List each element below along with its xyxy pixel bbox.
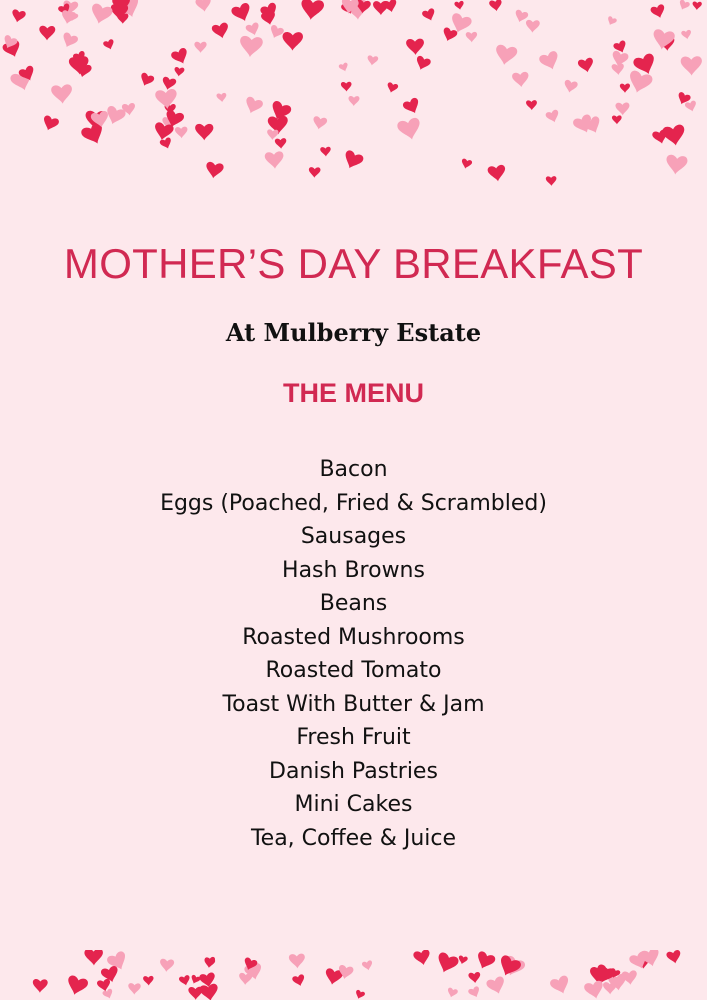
heart-icon <box>41 115 60 133</box>
heart-icon <box>396 117 423 142</box>
heart-icon <box>362 960 374 971</box>
heart-icon <box>474 950 497 972</box>
heart-icon <box>320 147 331 157</box>
heart-icon <box>489 0 503 12</box>
heart-icon <box>341 82 352 92</box>
menu-item: Toast With Butter & Jam <box>222 691 485 717</box>
heart-icon <box>10 9 26 24</box>
heart-icon <box>268 24 285 40</box>
menu-item: Roasted Mushrooms <box>242 624 465 650</box>
heart-icon <box>468 986 482 1000</box>
heart-icon <box>525 20 539 33</box>
heart-icon <box>413 950 432 967</box>
menu-item: Beans <box>319 591 388 616</box>
menu-item: Fresh Fruit <box>296 725 411 750</box>
heart-icon <box>615 102 629 115</box>
heart-icon <box>243 96 264 116</box>
heart-icon <box>681 30 692 41</box>
heart-icon <box>175 126 188 138</box>
heart-icon <box>666 950 682 965</box>
heart-icon <box>128 983 141 995</box>
heart-icon <box>612 115 622 124</box>
heart-icon <box>441 27 458 44</box>
heart-icon <box>620 84 630 93</box>
heart-icon <box>681 56 703 76</box>
heart-icon <box>309 167 321 178</box>
heart-icon <box>289 953 306 968</box>
poster-title: MOTHER’S DAY BREAKFAST <box>63 240 644 287</box>
heart-icon <box>386 82 399 94</box>
heart-icon <box>188 987 203 1000</box>
heart-icon <box>65 974 89 997</box>
heart-icon <box>195 0 212 13</box>
heart-icon <box>446 987 458 999</box>
heart-icon <box>577 57 595 74</box>
heart-icon <box>39 26 55 41</box>
heart-icon <box>677 0 690 12</box>
menu-list <box>0 453 707 855</box>
heart-icon <box>159 958 174 972</box>
heart-icon <box>338 62 349 73</box>
heart-icon <box>406 38 425 55</box>
heart-icon <box>84 950 103 966</box>
menu-item: Bacon <box>319 457 388 482</box>
heart-icon <box>205 161 225 179</box>
heart-icon <box>103 39 116 52</box>
heart-icon <box>373 1 389 15</box>
venue-subtitle: At Mulberry Estate <box>225 318 482 347</box>
heart-icon <box>651 28 675 51</box>
heart-icon <box>402 97 422 117</box>
heart-icon <box>292 974 307 988</box>
heart-icon <box>174 67 185 77</box>
heart-icon <box>348 96 359 106</box>
heart-icon <box>421 8 437 23</box>
heart-icon <box>189 974 200 985</box>
heart-icon <box>606 16 618 27</box>
heart-icon <box>434 951 460 976</box>
heart-icon <box>650 4 667 20</box>
menu-item: Mini Cakes <box>294 792 413 817</box>
menu-item: Danish Pastries <box>269 758 438 784</box>
heart-icon <box>216 93 227 103</box>
heart-icon <box>487 164 507 182</box>
heart-icon <box>563 79 578 94</box>
menu-item: Roasted Tomato <box>265 658 442 683</box>
heart-icon <box>170 47 191 67</box>
heart-icon <box>138 72 155 88</box>
heart-icon <box>239 35 264 58</box>
heart-icon <box>546 176 557 186</box>
heart-icon <box>354 989 366 1000</box>
heart-icon <box>159 137 173 151</box>
heart-icon <box>545 109 561 124</box>
heart-icon <box>299 0 324 21</box>
heart-icon <box>32 979 47 993</box>
heart-icon <box>665 154 688 176</box>
heart-icon <box>88 3 113 27</box>
heart-icon <box>538 50 562 73</box>
hearts-border-top <box>0 0 707 200</box>
heart-icon <box>264 151 284 169</box>
heart-icon <box>460 158 472 170</box>
heart-icon <box>485 975 507 996</box>
heart-icon <box>60 32 79 50</box>
heart-icon <box>454 1 465 11</box>
heart-icon <box>275 138 287 149</box>
heart-icon <box>230 2 254 25</box>
heart-icon <box>143 976 154 986</box>
heart-icon <box>414 55 432 72</box>
heart-icon <box>512 71 530 87</box>
heart-icon <box>195 124 213 141</box>
heart-icon <box>526 100 537 110</box>
heart-icon <box>468 972 481 984</box>
heart-icon <box>51 84 73 105</box>
heart-icon <box>496 954 523 980</box>
heart-icon <box>367 55 379 66</box>
heart-icon <box>549 975 572 997</box>
heart-icon <box>312 116 328 131</box>
heart-icon <box>102 988 115 1000</box>
heart-icon <box>626 70 654 96</box>
heart-icon <box>211 22 230 40</box>
heart-icon <box>603 982 617 995</box>
heart-icon <box>457 955 468 965</box>
hearts-border-bottom <box>0 950 707 1000</box>
heart-icon <box>194 42 206 53</box>
heart-icon <box>239 973 253 986</box>
heart-icon <box>583 980 605 1000</box>
menu-item: Eggs (Poached, Fried & Scrambled) <box>160 490 547 516</box>
hearts-bottom-graphic <box>0 950 707 1000</box>
menu-item: Tea, Coffee & Juice <box>250 825 457 851</box>
heart-icon <box>282 32 303 51</box>
heart-icon <box>179 975 192 987</box>
heart-icon <box>494 44 518 67</box>
heart-icon <box>341 149 365 172</box>
menu-heading: THE MENU <box>283 378 424 408</box>
hearts-top-graphic <box>0 0 707 200</box>
heart-icon <box>466 32 478 43</box>
heart-icon <box>662 124 687 148</box>
heart-icon <box>245 22 261 37</box>
heart-icon <box>684 100 698 113</box>
heart-icon <box>692 1 702 10</box>
menu-item: Hash Browns <box>282 557 425 583</box>
heart-icon <box>161 76 177 91</box>
menu-item: Sausages <box>300 524 407 549</box>
